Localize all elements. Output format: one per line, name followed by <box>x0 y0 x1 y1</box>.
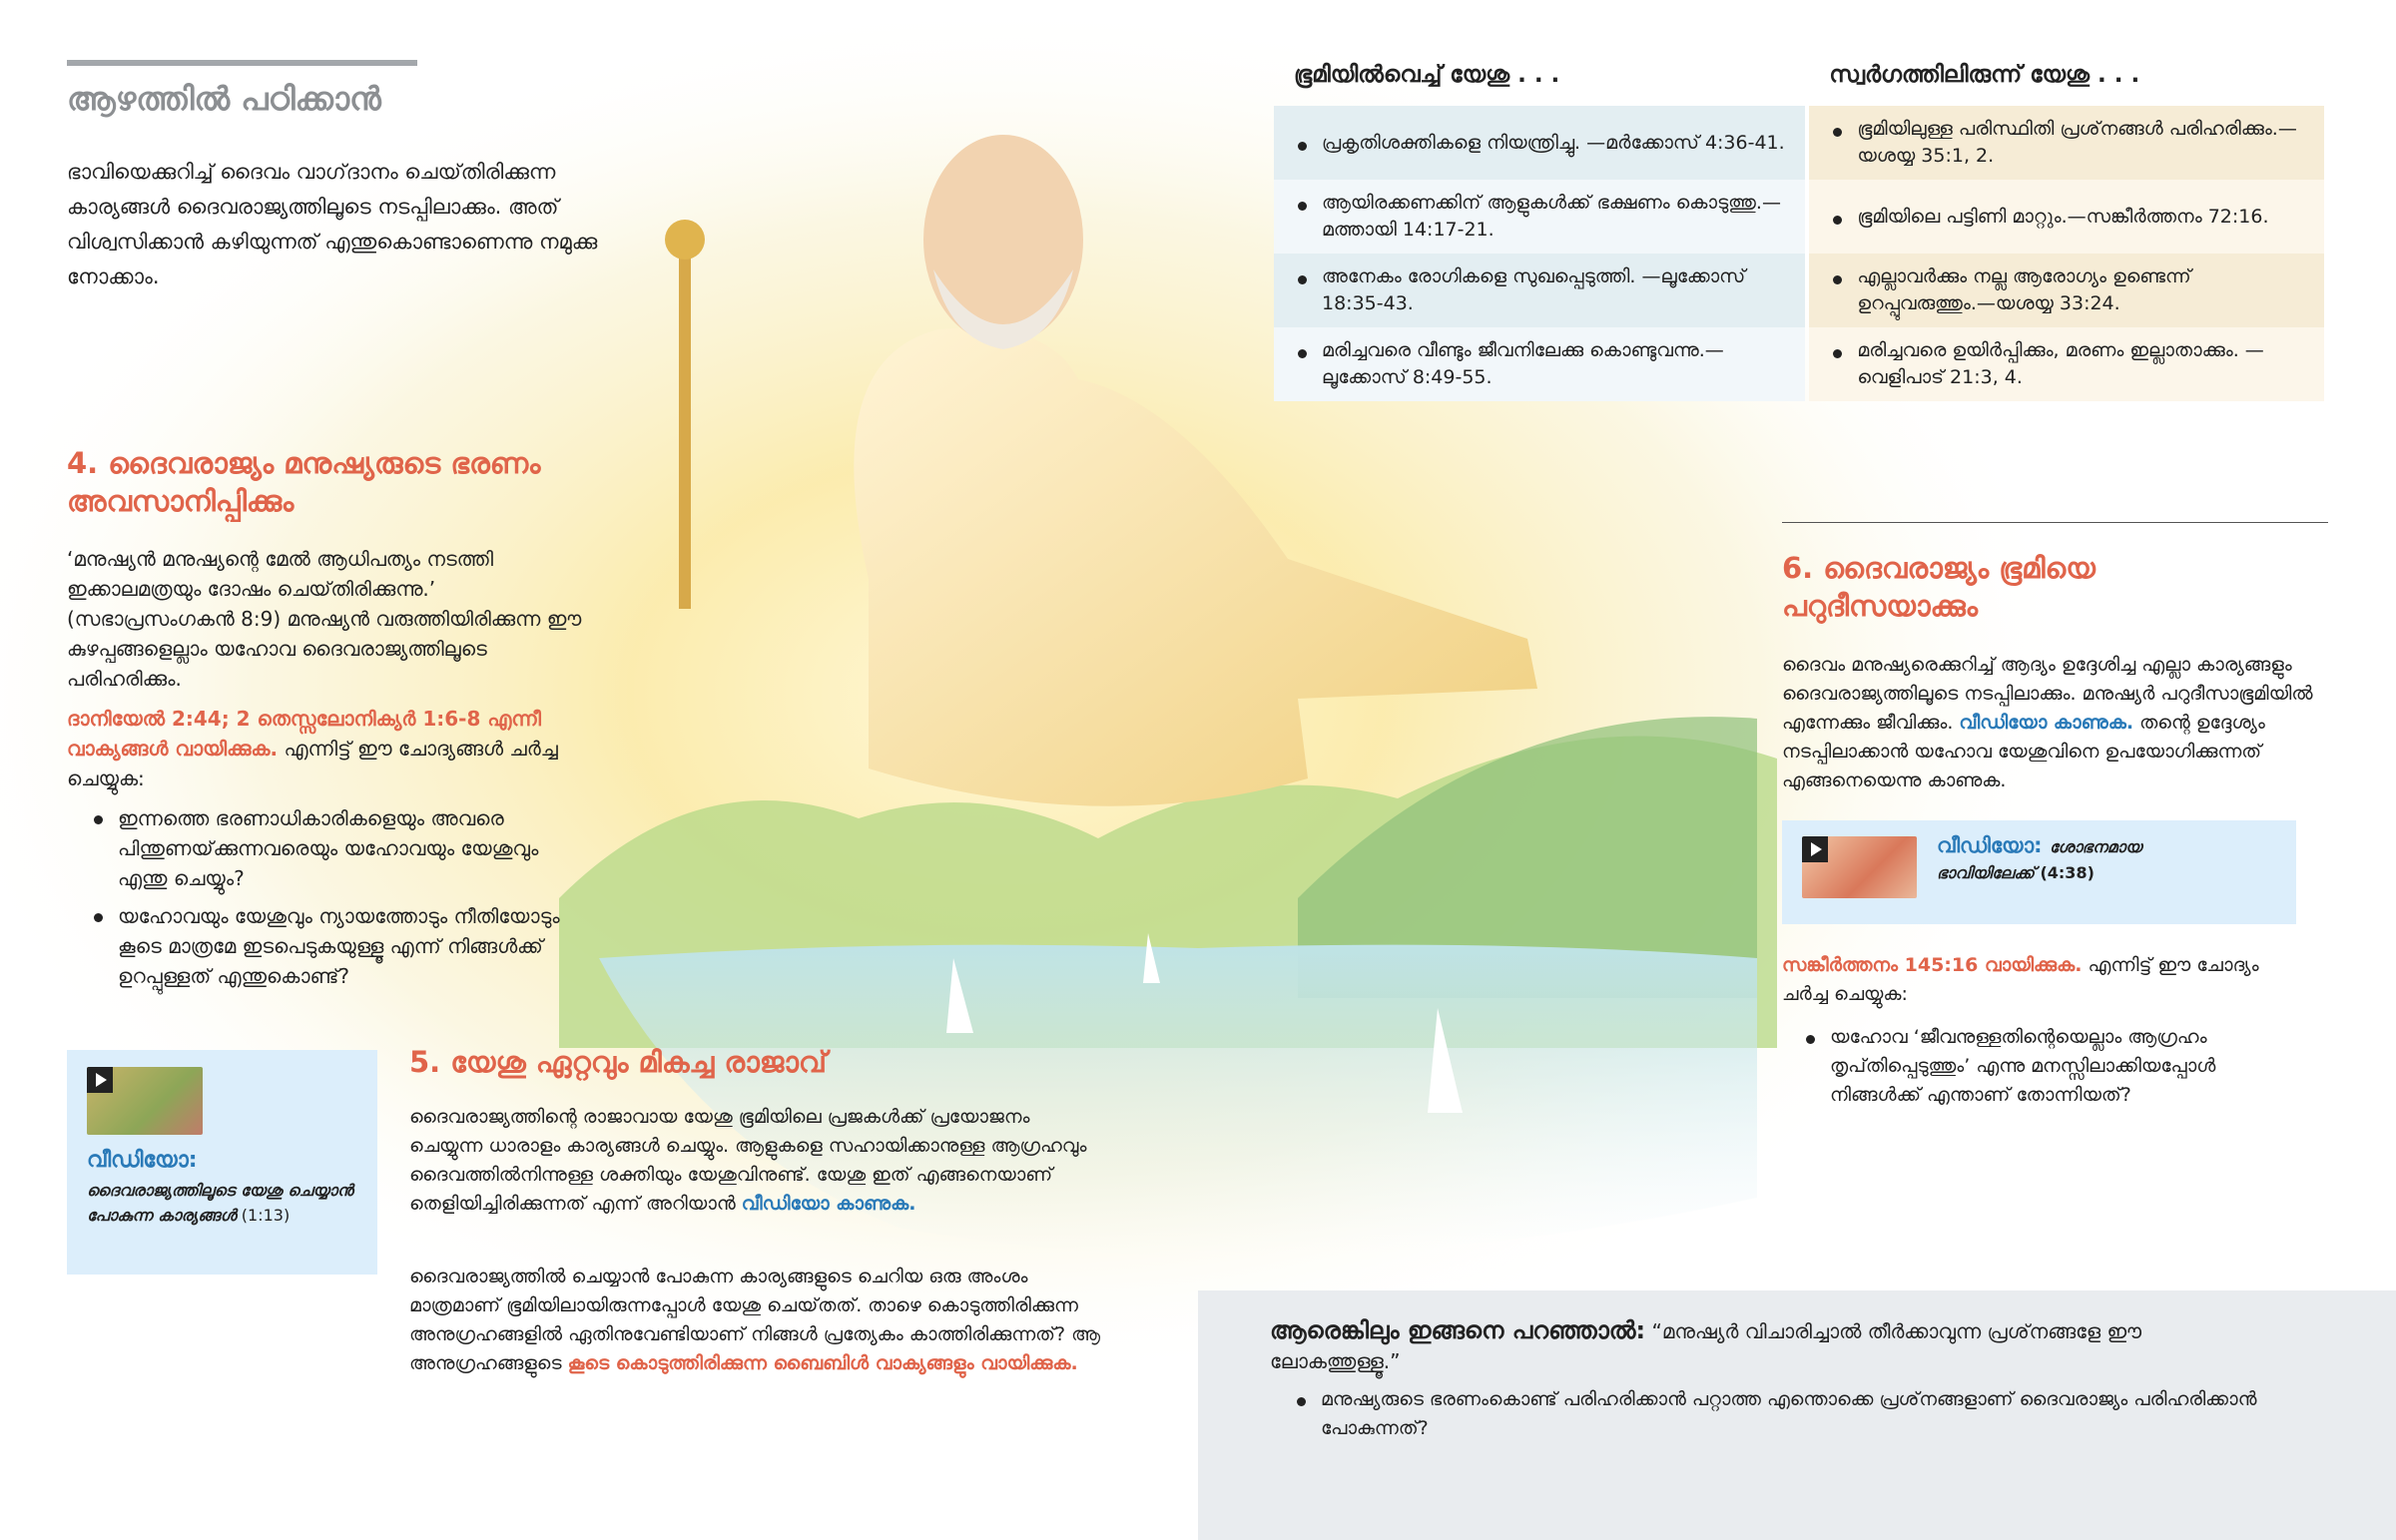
someone-says-questions <box>1293 1385 2291 1451</box>
play-icon[interactable] <box>87 1067 113 1093</box>
someone-says-quote: “മനുഷ്യർ വിചാരിച്ചാൽ തീർക്കാവുന്ന പ്രശ്‌നങ്ങളേ ഈ ലോകത്തുള്ളൂ.” <box>1270 1319 2142 1373</box>
video-title[interactable] <box>1937 832 2236 886</box>
video-title-text: ശോഭനമായ ഭാവിയിലേക്ക്‌ <box>1937 837 2142 882</box>
watch-video-link[interactable]: വീഡിയോ കാണുക. <box>1959 712 2134 734</box>
video-duration: (4:38) <box>2034 863 2095 882</box>
intro-paragraph: ഭാവിയെക്കുറിച്ച് ദൈവം വാഗ്‌ദാനം ചെയ്‌തിരിക്കുന്ന കാര്യങ്ങൾ ദൈവരാജ്യത്തിലൂടെ നടപ്പിലാക്കും. അത്‌ വിശ്വസിക്കാൻ കഴിയുന്നത്‌ എന്തുകൊണ്ടാണെന്നു നമുക്കു നോക്കാം. <box>67 160 598 288</box>
video-label: വീഡിയോ: <box>1937 833 2050 857</box>
video-label: വീഡിയോ: <box>87 1148 198 1173</box>
video-card-2[interactable] <box>1782 820 2296 924</box>
someone-says-lead: ആരെങ്കിലും ഇങ്ങനെ പറഞ്ഞാൽ: <box>1270 1316 1646 1344</box>
table-row <box>1274 180 2324 254</box>
video-duration: (1:13) <box>236 1206 291 1225</box>
paragraph-text: ദൈവം മനുഷ്യരെക്കുറിച്ച് ആദ്യം ഉദ്ദേശിച്ച എല്ലാ കാര്യങ്ങളും ദൈവരാജ്യത്തിലൂടെ നടപ്പിലാക്കും. മനുഷ്യർ പറുദീസാഭൂമിയിൽ എന്നേക്കും ജീവിക്കും. <box>1782 654 2313 734</box>
table-cell: എല്ലാവർക്കും നല്ല ആരോഗ്യം ഉണ്ടെന്ന് ഉറപ്പുവരുത്തും.—യശയ്യ 33:24. <box>1829 263 2304 317</box>
question-item: യഹോവയും യേശുവും ന്യായത്തോടും നീതിയോടും കൂടെ മാത്രമേ ഇടപെടുകയുള്ളൂ എന്ന് നിങ്ങൾക്ക് ഉറപ്പുള്ളത്‌ എന്തുകൊണ്ട്‌? <box>90 901 569 991</box>
table-cell: പ്രകൃതിശക്തികളെ നിയന്ത്രിച്ചു. —മർക്കോസ്‌ 4:36-41. <box>1294 130 1785 157</box>
jesus-comparison-table <box>1270 50 2328 401</box>
section4-read-instruction <box>67 704 586 793</box>
table-cell: മരിച്ചവരെ ഉയിർപ്പിക്കും, മരണം ഇല്ലാതാക്കും. —വെളിപാട്‌ 21:3, 4. <box>1829 337 2304 391</box>
video-title[interactable] <box>87 1178 356 1228</box>
column-header-heaven: സ്വർഗത്തിലിരുന്ന് യേശു . . . <box>1829 62 2140 88</box>
instruction-text: എന്നിട്ട് ഈ ചോദ്യം ചർച്ച ചെയ്യുക: <box>1782 954 2259 1005</box>
table-row <box>1274 106 2324 180</box>
someone-says-box <box>1198 1290 2396 1540</box>
kicker-bar <box>67 60 417 66</box>
table-row <box>1274 327 2324 401</box>
video-title-text: ദൈവരാജ്യത്തിലൂടെ യേശു ചെയ്യാൻ പോകുന്ന കാര്യങ്ങൾ <box>87 1181 353 1225</box>
table-cell: ആയിരക്കണക്കിന്‌ ആളുകൾക്ക്‌ ഭക്ഷണം കൊടുത്തു.—മത്തായി 14:17-21. <box>1294 190 1785 244</box>
video-card-1[interactable] <box>67 1050 377 1275</box>
paragraph-text: ദൈവരാജ്യത്തിന്റെ രാജാവായ യേശു ഭൂമിയിലെ പ്രജകൾക്ക്‌ പ്രയോജനം ചെയ്യുന്ന ധാരാളം കാര്യങ്ങൾ ചെയ്യും. ആളുകളെ സഹായിക്കാനുള്ള ആഗ്രഹവും ദൈവത്തിൽനിന്നുള്ള ശക്തിയും യേശുവിനുണ്ട്‌. യേശു ഇത്‌ എങ്ങനെയാണ്‌ തെളിയിച്ചിരിക്കുന്നത്‌ എന്ന് അറിയാൻ <box>409 1106 1087 1215</box>
section4-paragraph: ‘മനുഷ്യൻ മനുഷ്യന്റെ മേൽ ആധിപത്യം നടത്തി ഇക്കാലമത്രയും ദോഷം ചെയ്‌തിരിക്കുന്നു.’ (സഭാപ്രസംഗകൻ 8:9) മനുഷ്യൻ വരുത്തിയിരിക്കുന്ന ഈ കുഴപ്പങ്ങളെല്ലാം യഹോവ ദൈവരാജ്യത്തിലൂടെ പരിഹരിക്കും. <box>67 547 582 691</box>
section4-questions <box>90 803 569 999</box>
video-thumbnail[interactable] <box>87 1067 203 1135</box>
paragraph-text: ദൈവരാജ്യത്തിൽ ചെയ്യാൻ പോകുന്ന കാര്യങ്ങളുടെ ചെറിയ ഒരു അംശം മാത്രമാണ്‌ ഭൂമിയിലായിരുന്നപ്പോൾ യേശു ചെയ്‌തത്‌. താഴെ കൊടുത്തിരിക്കുന്ന അനുഗ്രഹങ്ങളിൽ ഏതിനുവേണ്ടിയാണ്‌ നിങ്ങൾ പ്രത്യേകം കാത്തിരിക്കുന്നത്‌? ആ അനുഗ്രഹങ്ങളുടെ <box>409 1266 1101 1374</box>
table-row <box>1274 254 2324 327</box>
section6-paragraph <box>1782 651 2326 795</box>
scripture-link[interactable]: സങ്കീർത്തനം 145:16 വായിക്കുക. <box>1782 954 2083 976</box>
play-icon[interactable] <box>1802 836 1828 862</box>
paragraph-text: തന്റെ ഉദ്ദേശ്യം നടപ്പിലാക്കാൻ യഹോവ യേശുവിനെ ഉപയോഗിക്കുന്നത്‌ എങ്ങനെയെന്നു കാണുക. <box>1782 712 2265 791</box>
instruction-text: എന്നിട്ട് ഈ ചോദ്യങ്ങൾ ചർച്ച ചെയ്യുക: <box>67 737 558 790</box>
table-cell: മരിച്ചവരെ വീണ്ടും ജീവനിലേക്കു കൊണ്ടുവന്നു.—ലൂക്കോസ്‌ 8:49-55. <box>1294 337 1785 391</box>
kicker-title: ആഴത്തിൽ പഠിക്കാൻ <box>67 80 381 118</box>
scripture-link[interactable]: ദാനിയേൽ 2:44; 2 തെസ്സലോനിക്യർ 1:6-8 എന്നീ വാക്യങ്ങൾ വായിക്കുക. <box>67 707 541 761</box>
question-item: ഇന്നത്തെ ഭരണാധികാരികളെയും അവരെ പിന്തുണയ്‌ക്കുന്നവരെയും യഹോവയും യേശുവും എന്തു ചെയ്യും? <box>90 803 569 893</box>
section6-heading: 6. ദൈവരാജ്യം ഭൂമിയെ പറുദീസയാക്കും <box>1782 551 2096 623</box>
video-thumbnail[interactable] <box>1802 836 1917 898</box>
question-item: യഹോവ ‘ജീവനുള്ളതിന്റെയെല്ലാം ആഗ്രഹം തൃപ്‌തിപ്പെടുത്തും’ എന്നു മനസ്സിലാക്കിയപ്പോൾ നിങ്ങൾക്ക്‌ എന്താണ്‌ തോന്നിയത്‌? <box>1802 1023 2311 1110</box>
someone-says-statement <box>1270 1315 2268 1376</box>
section5-heading: 5. യേശു ഏറ്റവും മികച്ച രാജാവ്‌ <box>409 1045 827 1079</box>
table-cell: അനേകം രോഗികളെ സുഖപ്പെടുത്തി. —ലൂക്കോസ്‌ 18:35-43. <box>1294 263 1785 317</box>
section-divider <box>1782 522 2328 523</box>
section4-heading: 4. ദൈവരാജ്യം മനുഷ്യരുടെ ഭരണം അവസാനിപ്പിക്കും <box>67 446 541 518</box>
section6-read-instruction <box>1782 951 2301 1009</box>
scripture-link[interactable]: കൂടെ കൊടുത്തിരിക്കുന്ന ബൈബിൾ വാക്യങ്ങളും വായിക്കുക. <box>567 1352 1078 1374</box>
section5-paragraph-2 <box>409 1263 1113 1378</box>
watch-video-link[interactable]: വീഡിയോ കാണുക. <box>741 1193 916 1215</box>
table-cell: ഭൂമിയിലെ പട്ടിണി മാറ്റും.—സങ്കീർത്തനം 72:16. <box>1829 204 2304 231</box>
table-cell: ഭൂമിയിലുള്ള പരിസ്ഥിതി പ്രശ്‌നങ്ങൾ പരിഹരിക്കും.—യശയ്യ 35:1, 2. <box>1829 116 2304 170</box>
section6-questions <box>1802 1023 2311 1118</box>
section5-paragraph-1 <box>409 1103 1108 1219</box>
question-item: മനുഷ്യരുടെ ഭരണംകൊണ്ട്‌ പരിഹരിക്കാൻ പറ്റാത്ത എന്തൊക്കെ പ്രശ്‌നങ്ങളാണ്‌ ദൈവരാജ്യം പരിഹരിക്കാൻ പോകുന്നത്‌? <box>1293 1385 2291 1443</box>
column-header-earth: ഭൂമിയിൽവെച്ച്‌ യേശു . . . <box>1294 62 1560 88</box>
